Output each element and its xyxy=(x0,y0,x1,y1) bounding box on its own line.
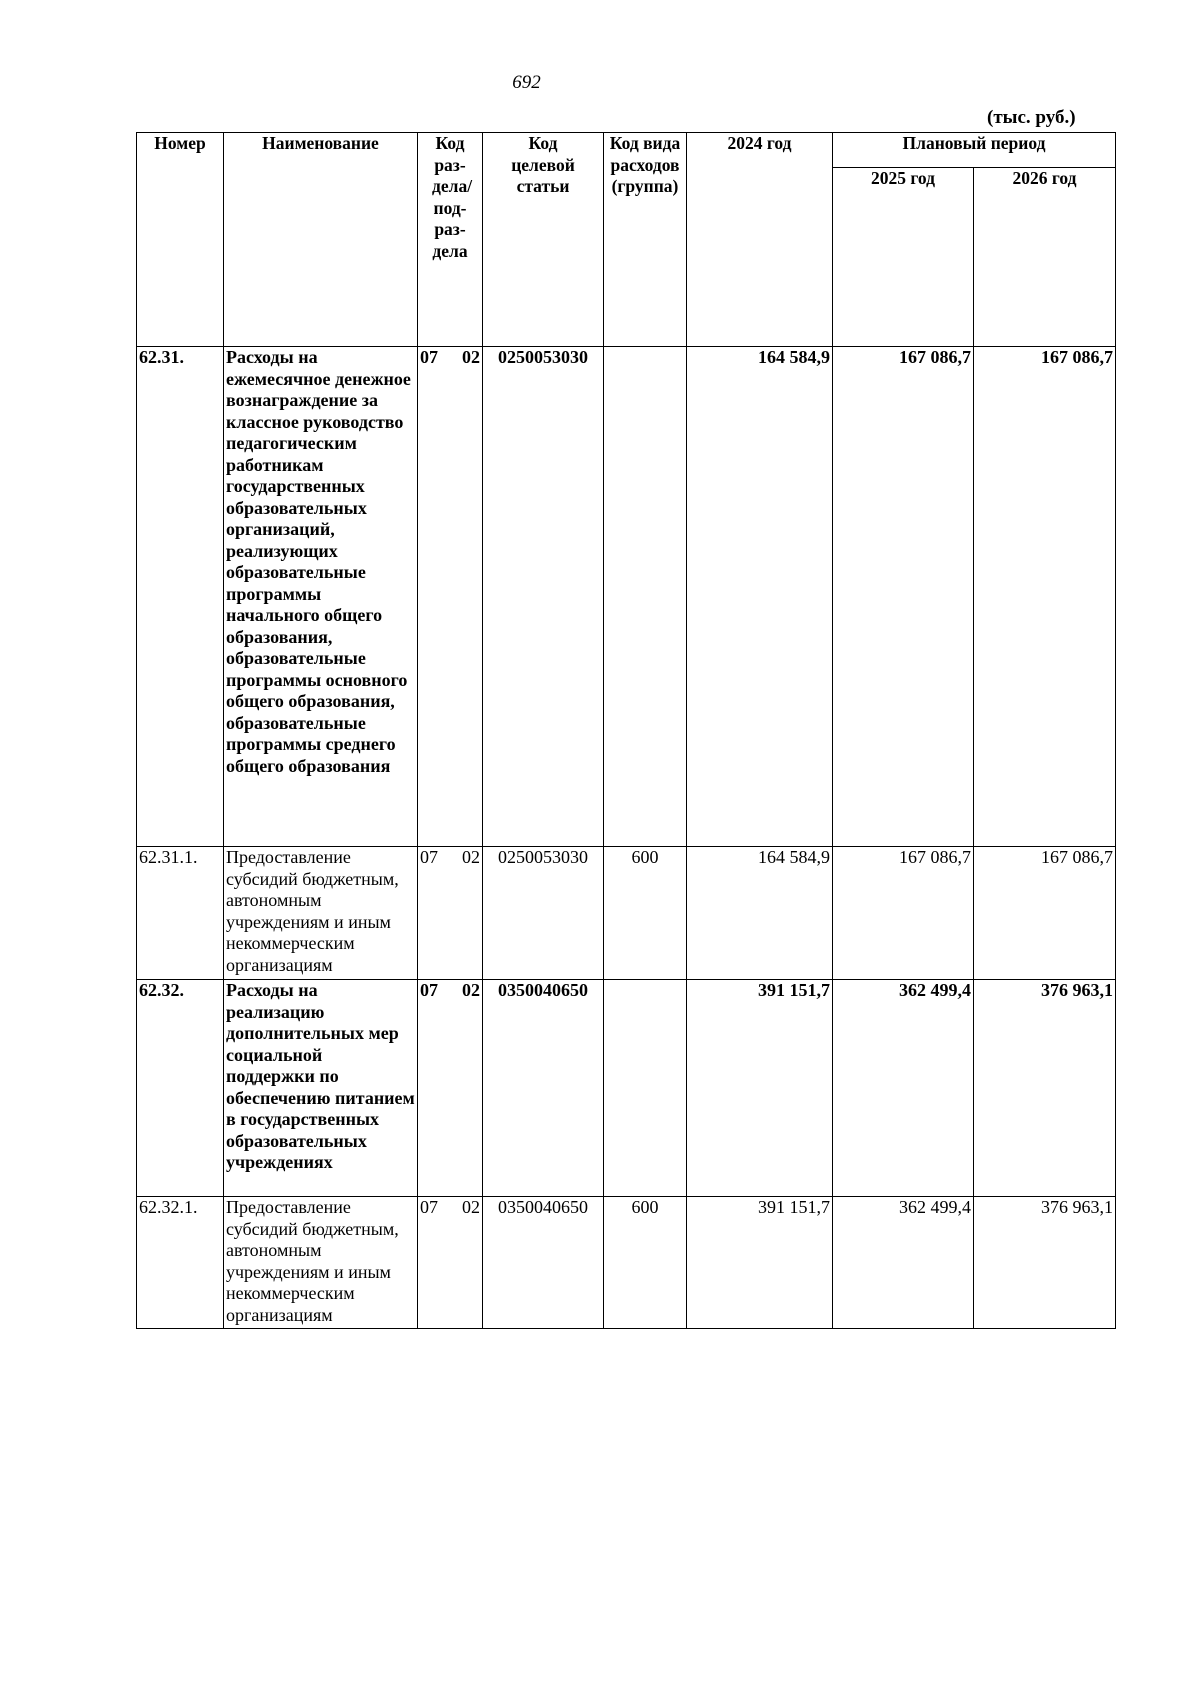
row-pr: 02 xyxy=(462,847,480,867)
row-kvr xyxy=(604,347,687,847)
row-target: 0250053030 xyxy=(483,847,604,980)
row-number: 62.32.1. xyxy=(137,1197,224,1329)
header-2024: 2024 год xyxy=(687,133,833,347)
row-name: Предоставление субсидий бюджетным, автономным учреждениям и иным некоммерческим организациям xyxy=(224,1197,418,1329)
budget-table xyxy=(136,132,1116,1329)
row-2024: 164 584,9 xyxy=(687,847,833,980)
header-name: Наименование xyxy=(224,133,418,347)
row-2025: 167 086,7 xyxy=(833,347,974,847)
row-pr: 02 xyxy=(462,1197,480,1217)
header-2025: 2025 год xyxy=(833,168,974,347)
row-rz: 07 xyxy=(420,347,438,367)
row-target: 0350040650 xyxy=(483,980,604,1197)
table-row xyxy=(137,1197,1116,1329)
row-target: 0350040650 xyxy=(483,1197,604,1329)
row-2026: 376 963,1 xyxy=(974,1197,1116,1329)
row-2025: 167 086,7 xyxy=(833,847,974,980)
row-2026: 376 963,1 xyxy=(974,980,1116,1197)
row-2026: 167 086,7 xyxy=(974,347,1116,847)
row-number: 62.31.1. xyxy=(137,847,224,980)
row-2025: 362 499,4 xyxy=(833,1197,974,1329)
row-name: Предоставление субсидий бюджетным, автономным учреждениям и иным некоммерческим организациям xyxy=(224,847,418,980)
row-pr: 02 xyxy=(462,980,480,1000)
row-2024: 391 151,7 xyxy=(687,980,833,1197)
row-rz: 07 xyxy=(420,847,438,867)
row-razdel xyxy=(418,980,483,1197)
row-2024: 391 151,7 xyxy=(687,1197,833,1329)
row-name: Расходы на ежемесячное денежное вознаграждение за классное руководство педагогическим работникам государственных образовательных организаций, реализующих образовательные программы начального общего образования, образовательные программы основного общего образования, образовательные программы среднего общего образования xyxy=(224,347,418,847)
table-row xyxy=(137,347,1116,847)
header-2026: 2026 год xyxy=(974,168,1116,347)
header-razdel: Код раз-дела/ под-раз-дела xyxy=(418,133,483,347)
header-plan-period: Плановый период xyxy=(833,133,1116,168)
row-pr: 02 xyxy=(462,347,480,367)
table-row xyxy=(137,847,1116,980)
row-kvr xyxy=(604,980,687,1197)
header-kvr: Код вида расходов (группа) xyxy=(604,133,687,347)
row-target: 0250053030 xyxy=(483,347,604,847)
header-number: Номер xyxy=(137,133,224,347)
row-razdel xyxy=(418,847,483,980)
row-number: 62.31. xyxy=(137,347,224,847)
page-number: 692 xyxy=(512,72,541,93)
row-2024: 164 584,9 xyxy=(687,347,833,847)
row-rz: 07 xyxy=(420,980,438,1000)
row-razdel xyxy=(418,1197,483,1329)
row-2025: 362 499,4 xyxy=(833,980,974,1197)
row-rz: 07 xyxy=(420,1197,438,1217)
table-row xyxy=(137,980,1116,1197)
units-label: (тыс. руб.) xyxy=(987,107,1076,128)
row-razdel xyxy=(418,347,483,847)
row-kvr: 600 xyxy=(604,1197,687,1329)
row-number: 62.32. xyxy=(137,980,224,1197)
header-target: Код целевой статьи xyxy=(483,133,604,347)
table-header-row xyxy=(137,133,1116,168)
row-name: Расходы на реализацию дополнительных мер социальной поддержки по обеспечению питанием в государственных образовательных учреждениях xyxy=(224,980,418,1197)
row-2026: 167 086,7 xyxy=(974,847,1116,980)
row-kvr: 600 xyxy=(604,847,687,980)
